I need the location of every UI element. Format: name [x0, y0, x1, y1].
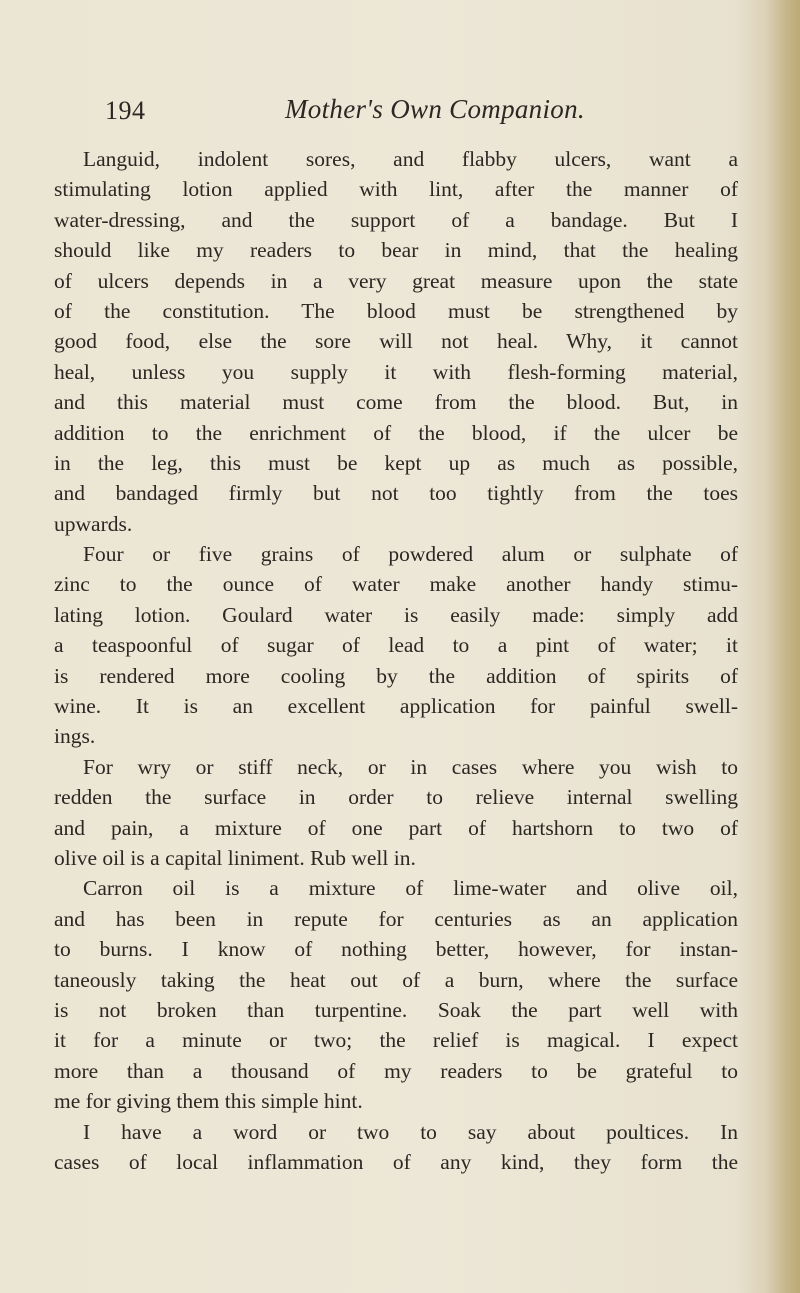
text-line: I have a word or two to say about poultices. In: [83, 1119, 738, 1144]
text-line: good food, else the sore will not heal. Why, it cannot: [54, 329, 738, 354]
text-line: Carron oil is a mixture of lime-water and olive oil,: [83, 876, 738, 901]
text-line: Four or five grains of powdered alum or sulphate of: [83, 542, 738, 567]
text-line: upwards.: [54, 511, 133, 536]
text-line: taneously taking the heat out of a burn, where the surface: [54, 967, 738, 992]
text-line: and bandaged firmly but not too tightly from the toes: [54, 481, 738, 506]
text-line: Languid, indolent sores, and flabby ulcers, want a: [83, 147, 738, 171]
text-line: lating lotion. Goulard water is easily made: simply add: [54, 602, 738, 627]
text-line: of the constitution. The blood must be strengthened by: [54, 298, 738, 323]
text-line: of ulcers depends in a very great measure upon the state: [54, 268, 738, 293]
text-line: olive oil is a capital liniment. Rub well in.: [54, 845, 416, 870]
text-line: more than a thousand of my readers to be grateful to: [54, 1058, 738, 1083]
text-line: stimulating lotion applied with lint, after the manner of: [54, 177, 738, 202]
text-line: ings.: [54, 724, 96, 749]
text-line: redden the surface in order to relieve internal swelling: [54, 785, 738, 810]
text-line: cases of local inflammation of any kind, they form the: [54, 1149, 738, 1174]
text-line: and pain, a mixture of one part of hartshorn to two of: [54, 815, 738, 840]
page-header: [105, 96, 745, 136]
text-line: me for giving them this simple hint.: [54, 1089, 363, 1114]
text-line: addition to the enrichment of the blood, if the ulcer be: [54, 420, 738, 445]
text-line: water-dressing, and the support of a bandage. But I: [54, 207, 738, 232]
text-line: zinc to the ounce of water make another handy stimu-: [54, 572, 738, 597]
text-line: heal, unless you supply it with flesh-forming material,: [54, 359, 738, 384]
text-line: is not broken than turpentine. Soak the part well with: [54, 997, 738, 1022]
running-title: Mother's Own Companion.: [285, 94, 585, 124]
text-line: to burns. I know of nothing better, however, for instan-: [54, 937, 738, 962]
body-text: [54, 144, 738, 1177]
page-number: 194: [105, 96, 146, 125]
text-line: For wry or stiff neck, or in cases where you wish to: [83, 754, 738, 779]
text-line: in the leg, this must be kept up as much as possible,: [54, 450, 738, 475]
text-line: a teaspoonful of sugar of lead to a pint of water; it: [54, 633, 738, 658]
page-edge-shadow: [766, 0, 800, 1293]
text-line: should like my readers to bear in mind, that the healing: [54, 238, 738, 263]
text-line: is rendered more cooling by the addition of spirits of: [54, 663, 738, 688]
text-line: and this material must come from the blood. But, in: [54, 390, 738, 415]
text-line: wine. It is an excellent application for painful swell-: [54, 694, 738, 719]
text-line: and has been in repute for centuries as an application: [54, 906, 738, 931]
text-line: it for a minute or two; the relief is magical. I expect: [54, 1028, 738, 1053]
